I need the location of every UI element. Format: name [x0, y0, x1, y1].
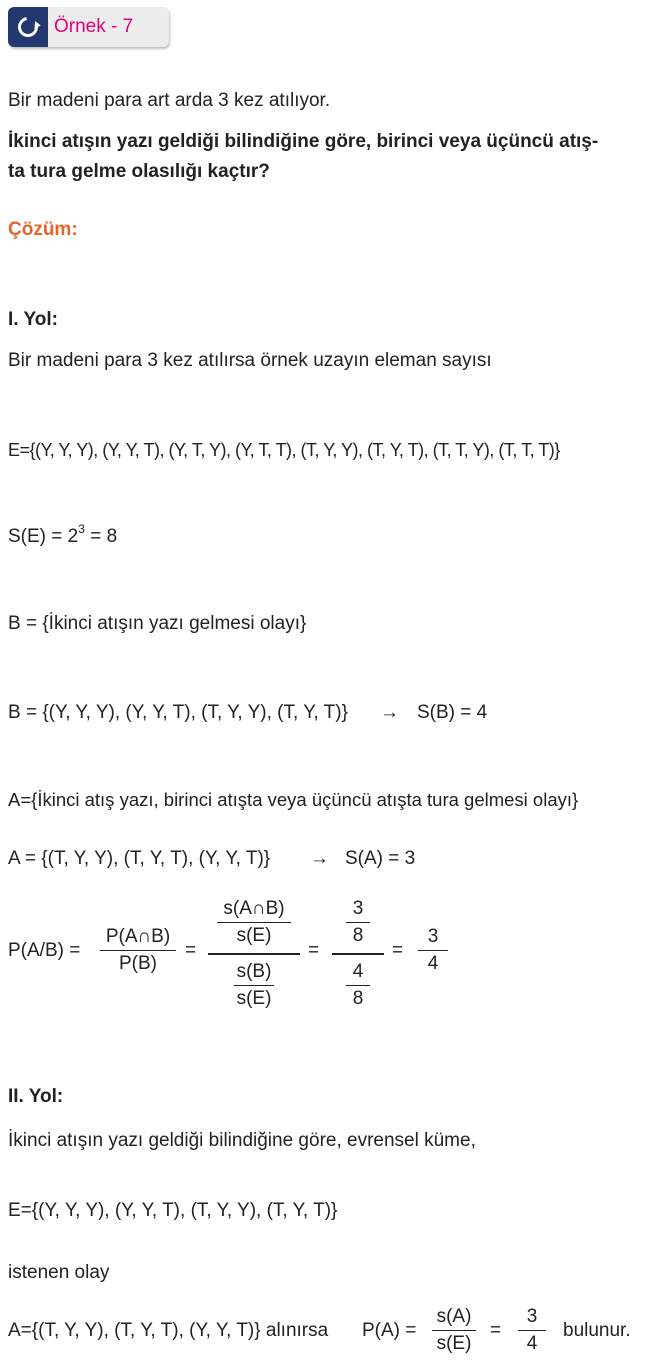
p-a-label: P(A) = [362, 1320, 417, 1341]
way2-heading: II. Yol: [8, 1086, 64, 1107]
fraction-way2: s(A) s(E) [432, 1306, 476, 1355]
fraction-numeric: 3 8 4 8 [332, 898, 384, 1010]
way2-a-set: A={(T, Y, Y), (T, Y, T), (Y, Y, T)} alınırsa [8, 1320, 329, 1341]
equals-1: = [185, 940, 197, 961]
fraction-p-ratio: P(A∩B) P(B) [100, 926, 176, 975]
question-line-2: ta tura gelme olasılığı kaçtır? [8, 161, 270, 182]
way2-intro: İkinci atışın yazı geldiği bilindiğine göre, evrensel küme, [8, 1130, 476, 1151]
equals-3: = [392, 940, 404, 961]
equals-way2: = [490, 1320, 502, 1341]
fraction-s-ratio: s(A∩B) s(E) s(B) s(E) [208, 898, 300, 1010]
a-set: A = {(T, Y, Y), (T, Y, T), (Y, Y, T)} [8, 848, 271, 869]
equals-2: = [308, 940, 320, 961]
a-definition: A={İkinci atış yazı, birinci atışta veya üçüncü atışta tura gelmesi olayı} [8, 789, 579, 810]
a-size: S(A) = 3 [345, 848, 416, 869]
example-label: Örnek - 7 [54, 16, 134, 37]
b-size: S(B) = 4 [417, 702, 488, 723]
conclusion-word: bulunur. [563, 1320, 631, 1341]
b-definition: B = {İkinci atışın yazı gelmesi olayı} [8, 613, 307, 634]
sample-space: E={(Y, Y, Y), (Y, Y, T), (Y, T, Y), (Y, T, T), (T, Y, Y), (T, Y, T), (T, T, Y), (T, T, T)} [8, 440, 560, 460]
desired-event-label: istenen olay [8, 1262, 110, 1283]
solution-heading: Çözüm: [8, 219, 78, 240]
question-line-1: İkinci atışın yazı geldiği bilindiğine göre, birinci veya üçüncü atış- [8, 131, 599, 152]
p-a-given-b-label: P(A/B) = [8, 940, 81, 961]
problem-statement: Bir madeni para art arda 3 kez atılıyor. [8, 90, 331, 111]
example-badge [8, 7, 169, 47]
arrow-a: → [310, 848, 329, 869]
fraction-result: 3 4 [418, 926, 448, 975]
way1-intro: Bir madeni para 3 kez atılırsa örnek uzayın eleman sayısı [8, 350, 492, 371]
arrow-b: → [380, 702, 399, 723]
b-set: B = {(Y, Y, Y), (Y, Y, T), (T, Y, Y), (T, Y, T)} [8, 702, 348, 723]
way1-heading: I. Yol: [8, 309, 58, 330]
fraction-way2-result: 3 4 [518, 1306, 546, 1355]
sample-space-size: $S(E) = 2^3 = 8$ [8, 522, 118, 547]
refresh-icon [8, 7, 48, 47]
universe-set: E={(Y, Y, Y), (Y, Y, T), (T, Y, Y), (T, Y, T)} [8, 1200, 338, 1221]
